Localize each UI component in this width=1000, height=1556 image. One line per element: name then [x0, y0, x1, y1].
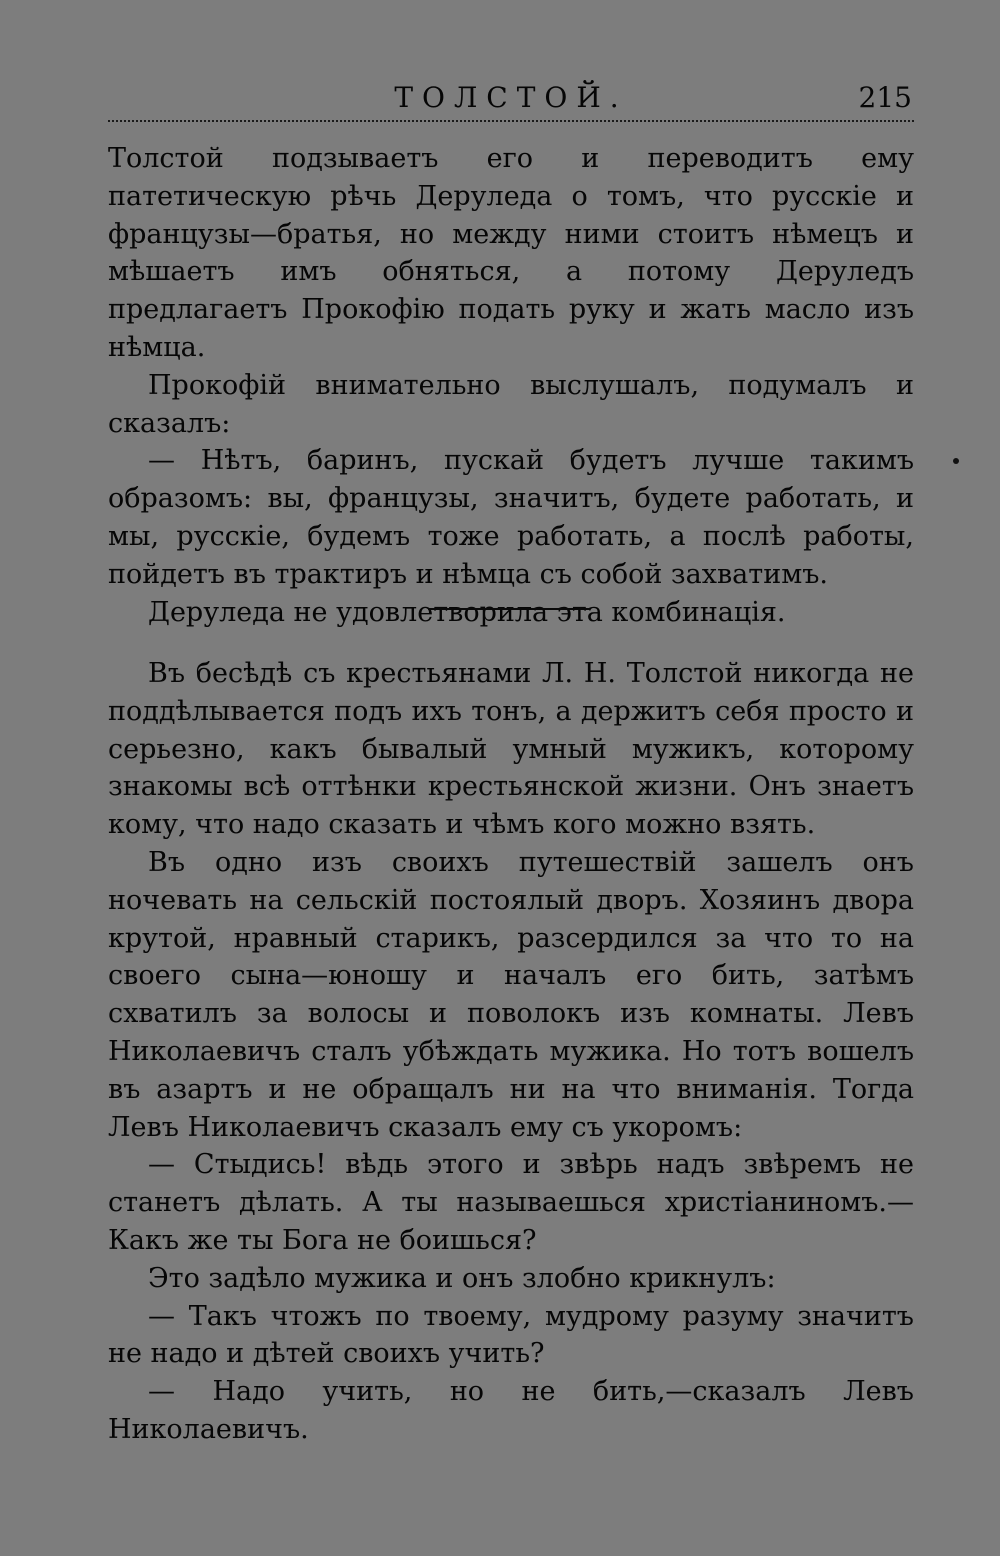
- paragraph: Въ бесѣдѣ съ крестьянами Л. Н. Толстой никогда не поддѣлывается подъ ихъ тонъ, а держитъ себя просто и серьезно, какъ бывалый умный мужикъ, которому знакомы всѣ оттѣнки крестьянской жизни. Онъ знаетъ кому, что надо сказать и чѣмъ кого можно взять.: [108, 658, 914, 841]
- paragraph: Это задѣло мужика и онъ злобно крикнулъ:: [148, 1262, 776, 1294]
- text-section-1: [108, 140, 914, 631]
- paragraph: — Такъ чтожъ по твоему, мудрому разуму значитъ не надо и дѣтей своихъ учить?: [108, 1300, 914, 1370]
- paragraph: — Нѣтъ, баринъ, пускай будетъ лучше такимъ образомъ: вы, французы, значитъ, будете работать, и мы, русскіе, будемъ тоже работать, а послѣ работы, пойдетъ въ трактиръ и нѣмца съ собой захватимъ.: [108, 445, 914, 590]
- paragraph: — Надо учить, но не бить,—сказалъ Левъ Николаевичъ.: [108, 1376, 914, 1445]
- text-section-2: [108, 655, 914, 1449]
- section-divider: [428, 608, 590, 610]
- margin-speck: [953, 458, 959, 464]
- header-dotted-rule: [108, 120, 914, 122]
- paragraph: Прокофій внимательно выслушалъ, подумалъ и сказалъ:: [108, 369, 914, 439]
- page-number: 215: [858, 81, 912, 114]
- paragraph: Въ одно изъ своихъ путешествій зашелъ онъ ночевать на сельскій постоялый дворъ. Хозяинъ двора крутой, нравный старикъ, разсердился за что то на своего сына—юношу и началъ его бить, затѣмъ схватилъ за волосы и поволокъ изъ комнаты. Левъ Николаевичъ сталъ убѣждать мужика. Но тотъ вошелъ въ азартъ и не обращалъ ни на что вниманія. Тогда Левъ Николаевичъ сказалъ ему съ укоромъ:: [108, 846, 914, 1143]
- running-title: ТОЛСТОЙ.: [394, 81, 628, 114]
- running-head: [108, 82, 914, 118]
- paragraph: — Стыдись! вѣдь этого и звѣрь надъ звѣремъ не станетъ дѣлать. А ты называешься христіаниномъ.—Какъ же ты Бога не боишься?: [108, 1149, 914, 1256]
- paragraph: Деруледа не удовлетворила эта комбинація.: [148, 596, 786, 628]
- paragraph: Толстой подзываетъ его и переводитъ ему патетическую рѣчь Деруледа о томъ, что русскіе и французы—братья, но между ними стоитъ нѣмецъ и мѣшаетъ имъ обняться, а потому Деруледъ предлагаетъ Прокофію подать руку и жать масло изъ нѣмца.: [108, 143, 914, 363]
